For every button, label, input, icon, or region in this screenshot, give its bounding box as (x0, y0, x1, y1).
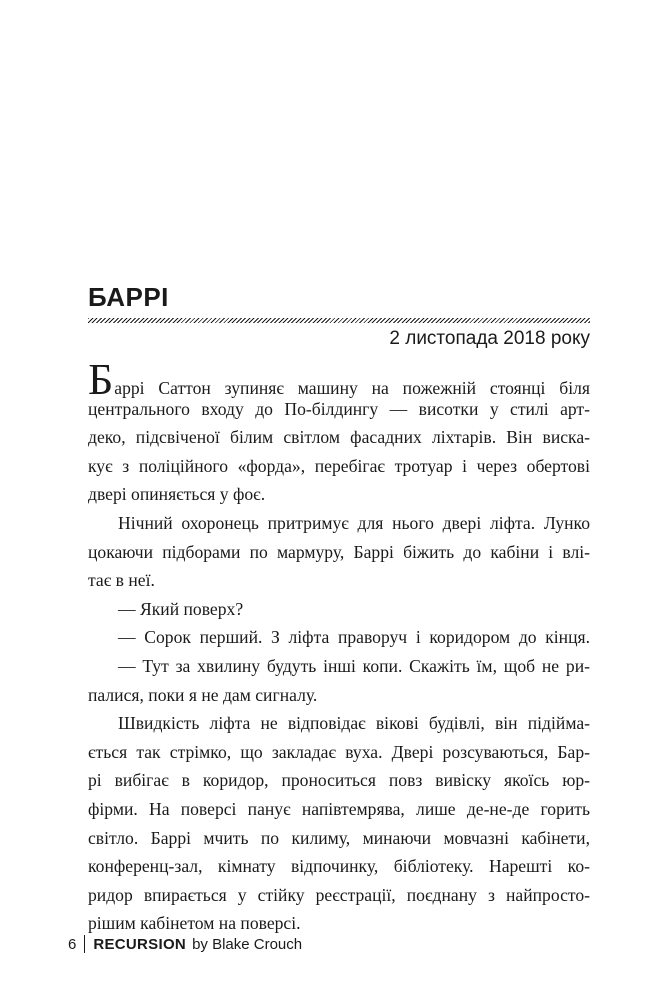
text-line: рішим кабінетом на поверсі. (88, 913, 301, 934)
text-line: Швидкість ліфта не відповідає віковi будівлі, він підійма- (118, 713, 590, 734)
text-line: цокаючи підборами по мармуру, Баррі біжить до кабіни і влі- (88, 541, 590, 562)
author-byline: by Blake Crouch (192, 935, 303, 953)
page-footer (68, 935, 302, 953)
text-line: фірми. На поверсі панує напівтемрява, лише де-не-де горить (88, 798, 590, 819)
dialogue-line: — Сорок перший. З ліфта праворуч і коридором до кінця. (118, 627, 590, 648)
text-line: кує з поліційного «форда», перебігає тротуар і через обертові (88, 455, 590, 476)
text-line: аррі Саттон зупиняє машину на пожежній стоянці біля (114, 378, 590, 398)
text-line: рі вибігає в коридор, проноситься повз вивіску якоїсь юр- (88, 770, 590, 791)
page-number: 6 (68, 935, 77, 953)
dialogue-line: — Який поверх? (118, 598, 244, 619)
chapter-date: 2 листопада 2018 року (389, 328, 590, 349)
first-line (88, 355, 590, 404)
book-title: RECURSION (93, 935, 187, 953)
text-line: ридор впирається у стійку реєстрації, поєднану з найпросто- (88, 884, 590, 905)
text-line: конференц-зал, кімнату відпочинку, бібліотеку. Нарешті ко- (88, 856, 590, 877)
drop-cap: Б (88, 355, 114, 404)
text-line: двері опиняється у фоє. (88, 484, 266, 505)
text-line: Нічний охоронець притримує для нього двері ліфта. Лунко (118, 512, 590, 533)
text-line: палися, поки я не дам сигналу. (88, 684, 318, 705)
text-line: ється так стрімко, що закладає вуха. Двері розсуваються, Бар- (88, 741, 590, 762)
hatched-divider (88, 318, 590, 323)
dialogue-line: — Тут за хвилину будуть інші копи. Скажіть їм, щоб не ри- (118, 655, 590, 676)
chapter-title: БАРРІ (88, 282, 169, 312)
body-text (88, 355, 590, 938)
text-line: деко, підсвіченої білим світлом фасадних ліхтарів. Він виска- (88, 427, 590, 448)
text-line: тає в неї. (88, 570, 155, 591)
footer-divider (84, 935, 85, 953)
text-line: центрального входу до По-білдингу — висотки у стилі арт- (88, 398, 590, 419)
text-line: світло. Баррі мчить по килиму, минаючи мовчазні кабінети, (88, 827, 590, 848)
